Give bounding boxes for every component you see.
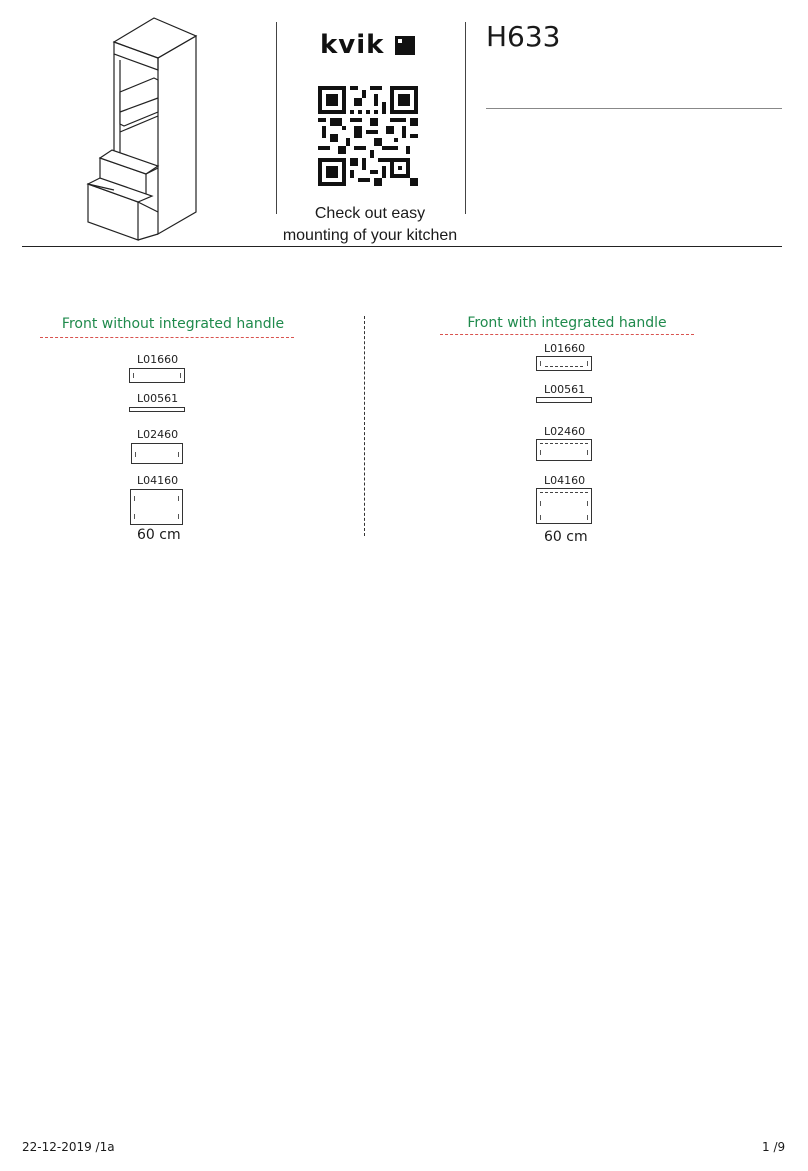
model-code: H633: [486, 20, 561, 53]
part-code-r-04160: L04160: [544, 474, 586, 487]
header-divider-left: [276, 22, 277, 214]
footer-date: 22-12-2019 /1a: [22, 1140, 115, 1154]
section-title-without-handle: Front without integrated handle: [61, 316, 285, 332]
brand-logo-mark: [395, 36, 415, 55]
qr-caption-line-2: mounting of your kitchen: [282, 227, 458, 244]
part-code-l-02460: L02460: [137, 428, 179, 441]
section-dash-left: [40, 337, 294, 338]
part-code-r-02460: L02460: [544, 425, 586, 438]
qr-caption-line-1: Check out easy: [314, 205, 426, 222]
qr-code: [318, 86, 418, 186]
model-code-underline: [486, 108, 782, 109]
part-code-l-04160: L04160: [137, 474, 179, 487]
front-panel-r-02460: [536, 439, 592, 461]
width-label-left: 60 cm: [137, 527, 181, 543]
front-panel-l-04160: [130, 489, 183, 525]
part-code-r-00561: L00561: [544, 383, 586, 396]
tall-cabinet-illustration: [80, 12, 200, 244]
section-dash-right: [440, 334, 694, 335]
width-label-right: 60 cm: [544, 529, 588, 545]
brand-logo-text: kvik: [320, 30, 385, 60]
front-panel-r-04160: [536, 488, 592, 524]
front-panel-r-01660: [536, 356, 592, 371]
front-panel-l-00561: [129, 407, 185, 412]
part-code-l-01660: L01660: [137, 353, 179, 366]
front-panel-l-01660: [129, 368, 185, 383]
header-divider-right: [465, 22, 466, 214]
part-code-l-00561: L00561: [137, 392, 179, 405]
footer-page-number: 1 /9: [762, 1140, 786, 1154]
front-panel-r-00561: [536, 397, 592, 403]
front-panel-l-02460: [131, 443, 183, 464]
header-rule: [22, 246, 782, 247]
section-divider: [364, 316, 365, 536]
part-code-r-01660: L01660: [544, 342, 586, 355]
section-title-with-handle: Front with integrated handle: [467, 315, 667, 331]
